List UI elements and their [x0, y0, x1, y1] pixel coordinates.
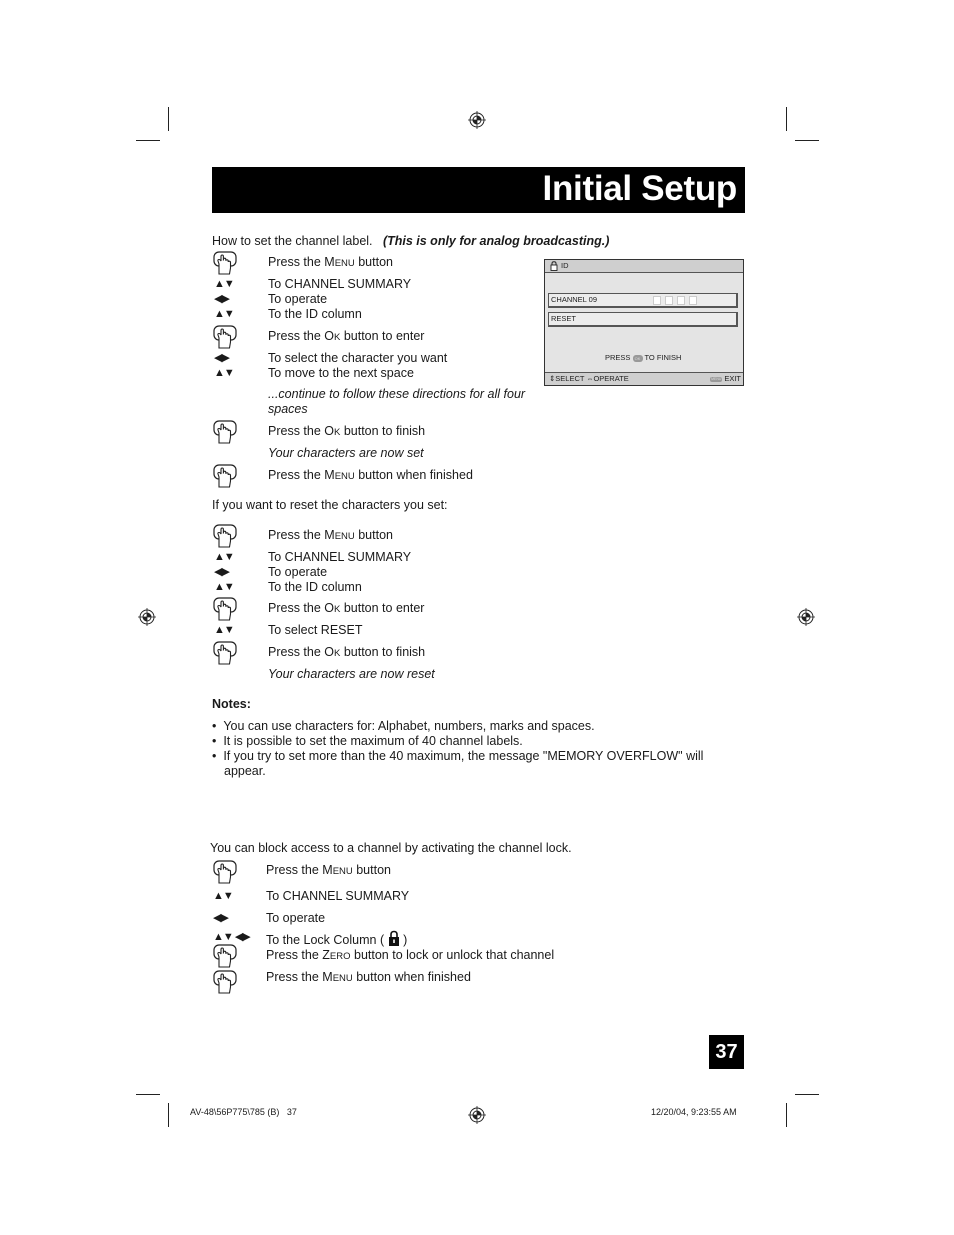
hand-button-icon	[213, 944, 237, 968]
step-text: To operate	[268, 565, 328, 579]
up-down-arrows-icon: ▲▼	[213, 890, 233, 902]
hand-button-icon	[213, 251, 237, 275]
lock-icon	[550, 261, 558, 271]
hand-button-icon	[213, 970, 237, 994]
osd-header	[545, 260, 743, 273]
step-text: To CHANNEL SUMMARY	[268, 277, 412, 291]
title-bar	[212, 167, 745, 213]
hand-button-icon	[213, 420, 237, 444]
crop-mark	[168, 1103, 169, 1127]
step-text: To operate	[268, 292, 328, 306]
note-item: • You can use characters for: Alphabet, numbers, marks and spaces.	[212, 719, 595, 733]
step-note: spaces	[268, 402, 308, 416]
note-item: • It is possible to set the maximum of 40 channel labels.	[212, 734, 523, 748]
step-text: Press the OK button to enter	[268, 601, 425, 615]
char-slot	[677, 296, 685, 305]
step-note: Your characters are now set	[268, 446, 424, 460]
hand-button-icon	[213, 524, 237, 548]
step-text: Press the MENU button	[266, 863, 391, 877]
notes-heading: Notes:	[212, 697, 251, 711]
left-right-arrows-icon: ◀▶	[214, 566, 229, 578]
char-slot	[689, 296, 697, 305]
footer-left: AV-48\56P775\785 (B) 37	[190, 1107, 297, 1117]
section1-intro-note: (This is only for analog broadcasting.)	[382, 234, 610, 248]
step-text: Press the OK button to finish	[268, 645, 426, 659]
ok-button-icon: OK	[633, 355, 643, 362]
step-text: To operate	[266, 911, 326, 925]
step-text: To the Lock Column ( )	[266, 930, 407, 948]
step-text: To select RESET	[268, 623, 363, 637]
step-text: Press the OK button to finish	[268, 424, 426, 438]
osd-row-channel: CHANNEL 09	[548, 293, 738, 308]
crop-mark	[786, 107, 787, 131]
up-down-arrows-icon: ▲▼	[214, 308, 234, 320]
osd-screen	[544, 259, 744, 386]
step-text: Press the MENU button when finished	[268, 468, 473, 482]
step-text: Press the ZERO button to lock or unlock that channel	[266, 948, 555, 962]
hand-button-icon	[213, 641, 237, 665]
menu-button-icon: MENU	[711, 376, 722, 381]
left-right-arrows-icon: ◀▶	[214, 352, 229, 364]
up-down-arrows-icon: ▲▼	[214, 581, 234, 593]
left-right-icon: ⇔	[586, 376, 594, 383]
step-text: Press the MENU button	[268, 528, 393, 542]
hand-button-icon	[213, 597, 237, 621]
up-down-arrows-icon: ▲▼	[214, 367, 234, 379]
section2-intro: If you want to reset the characters you set:	[212, 498, 448, 512]
page-title: Initial Setup	[542, 169, 737, 208]
crop-mark	[168, 107, 169, 131]
step-text: To CHANNEL SUMMARY	[268, 550, 412, 564]
step-text: To the ID column	[268, 580, 362, 594]
note-item: • If you try to set more than the 40 maximum, the message "MEMORY OVERFLOW" will	[212, 749, 704, 763]
registration-mark-icon	[138, 608, 156, 626]
osd-row-reset: RESET	[548, 312, 738, 327]
osd-footer: ⇕SELECT ⇔OPERATE MENU EXIT	[545, 372, 743, 385]
step-text: To select the character you want	[268, 351, 448, 365]
hand-button-icon	[213, 325, 237, 349]
left-right-arrows-icon: ◀▶	[214, 293, 229, 305]
up-down-arrows-icon: ▲▼	[214, 624, 234, 636]
crop-mark	[795, 140, 819, 141]
osd-header-label: ID	[561, 261, 569, 270]
step-text: To CHANNEL SUMMARY	[266, 889, 410, 903]
section1-intro: How to set the channel label. (This is only for analog broadcasting.)	[212, 234, 610, 248]
step-note: Your characters are now reset	[268, 667, 435, 681]
step-note: ...continue to follow these directions for all four	[268, 387, 526, 401]
crop-mark	[795, 1094, 819, 1095]
section3-intro: You can block access to a channel by activating the channel lock.	[210, 841, 572, 855]
four-way-arrows-icon: ▲▼ ◀▶	[213, 931, 250, 943]
page-number: 37	[709, 1035, 744, 1069]
registration-mark-icon	[468, 1106, 486, 1124]
osd-press-to-finish: PRESS OK TO FINISH	[605, 353, 682, 362]
step-text: Press the MENU button	[268, 255, 393, 269]
crop-mark	[136, 1094, 160, 1095]
step-text: Press the MENU button when finished	[266, 970, 471, 984]
char-slot	[653, 296, 661, 305]
note-item-continued: appear.	[224, 764, 266, 778]
lock-icon	[388, 930, 400, 947]
up-down-arrows-icon: ▲▼	[214, 551, 234, 563]
hand-button-icon	[213, 464, 237, 488]
left-right-arrows-icon: ◀▶	[213, 912, 228, 924]
up-down-icon: ⇕	[549, 374, 556, 383]
step-text: To move to the next space	[268, 366, 414, 380]
crop-mark	[786, 1103, 787, 1127]
registration-mark-icon	[468, 111, 486, 129]
crop-mark	[136, 140, 160, 141]
step-text: Press the OK button to enter	[268, 329, 425, 343]
up-down-arrows-icon: ▲▼	[214, 278, 234, 290]
step-text: To the ID column	[268, 307, 362, 321]
footer-right: 12/20/04, 9:23:55 AM	[651, 1107, 737, 1117]
char-slot	[665, 296, 673, 305]
hand-button-icon	[213, 860, 237, 884]
registration-mark-icon	[797, 608, 815, 626]
